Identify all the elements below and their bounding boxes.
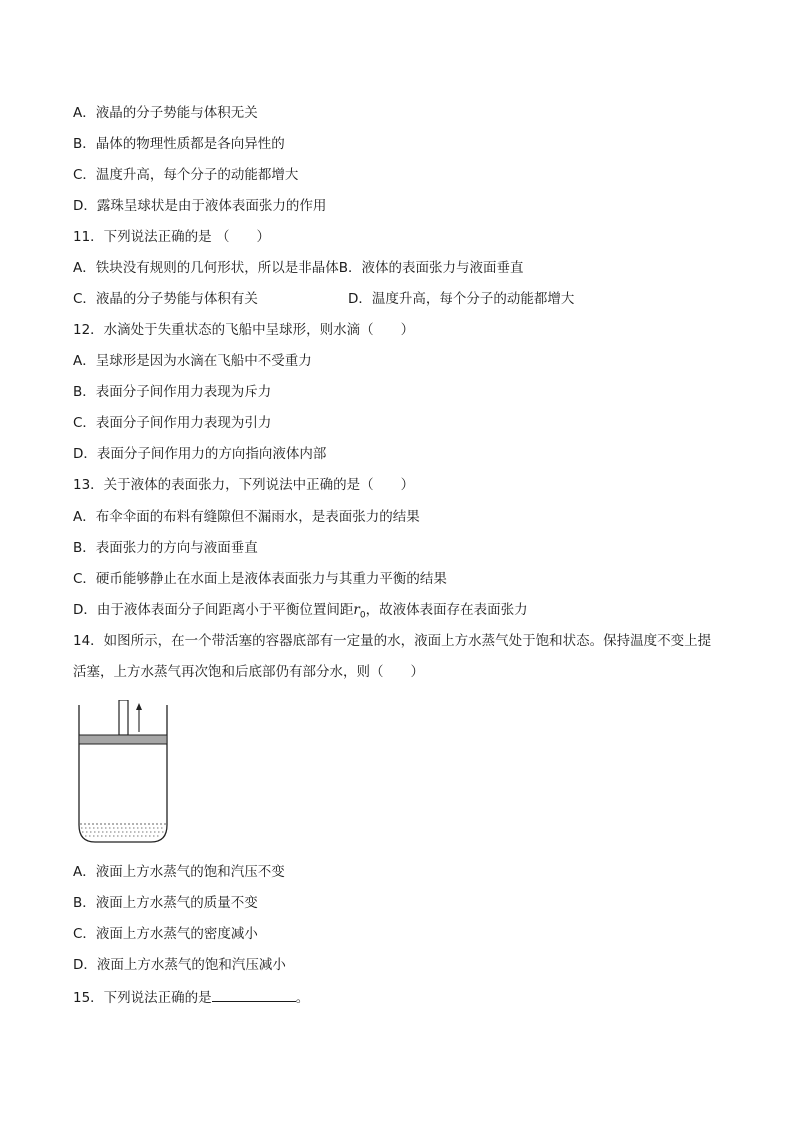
q13-option-d	[73, 601, 528, 625]
answer-blank[interactable]	[212, 987, 296, 1002]
q11-option-b: B．液体的表面张力与液面垂直	[338, 260, 524, 276]
q13-option-b: B．表面张力的方向与液面垂直	[73, 540, 258, 556]
q15-end: 。	[295, 990, 310, 1006]
q12-option-c: C．表面分子间作用力表现为引力	[73, 415, 272, 431]
q11-stem: 11．下列说法正确的是 （ ）	[73, 229, 270, 245]
q14-stem: 14．如图所示，在一个带活塞的容器底部有一定量的水，液面上方水蒸气处于饱和状态。保持温度不变上提活塞，上方水蒸气再次饱和后底部仍有部分水，则（ ）	[73, 633, 712, 680]
q11-options-row-1	[73, 259, 524, 277]
piston-rod	[119, 700, 128, 735]
q13-option-d-symbol: r	[353, 602, 360, 618]
q13-stem: 13．关于液体的表面张力，下列说法中正确的是（ ）	[73, 477, 415, 493]
q14-option-d: D．液面上方水蒸气的饱和汽压减小	[73, 957, 286, 973]
q11-options-row-2	[73, 290, 575, 308]
q10-option-a: A．液晶的分子势能与体积无关	[73, 105, 258, 121]
q12-option-d: D．表面分子间作用力的方向指向液体内部	[73, 446, 327, 462]
q13-option-d-text-before: D．由于液体表面分子间距离小于平衡位置间距	[73, 602, 354, 618]
q12-option-a: A．呈球形是因为水滴在飞船中不受重力	[73, 353, 312, 369]
q14-option-c: C．液面上方水蒸气的密度减小	[73, 926, 258, 942]
q10-option-c: C．温度升高，每个分子的动能都增大	[73, 167, 299, 183]
q11-option-c: C．液晶的分子势能与体积有关	[73, 291, 258, 307]
q13-option-c: C．硬币能够静止在水面上是液体表面张力与其重力平衡的结果	[73, 571, 447, 587]
q12-stem: 12．水滴处于失重状态的飞船中呈球形，则水滴（ ）	[73, 322, 415, 338]
q13-option-d-text-after: ，故液体表面存在表面张力	[365, 602, 528, 618]
q15-stem: 15．下列说法正确的是	[73, 990, 212, 1006]
piston-container-figure	[77, 700, 172, 845]
q13-option-d-subscript: 0	[359, 610, 366, 621]
q14-option-b: B．液面上方水蒸气的质量不变	[73, 895, 258, 911]
q14-option-a: A．液面上方水蒸气的饱和汽压不变	[73, 864, 285, 880]
q13-option-a: A．布伞伞面的布料有缝隙但不漏雨水，是表面张力的结果	[73, 509, 420, 525]
piston	[79, 735, 167, 744]
q10-option-d: D．露珠呈球状是由于液体表面张力的作用	[73, 198, 327, 214]
q10-option-b: B．晶体的物理性质都是各向异性的	[73, 136, 285, 152]
water-layer	[80, 824, 166, 836]
q11-option-d: D．温度升高，每个分子的动能都增大	[348, 291, 575, 307]
q15-line	[73, 987, 309, 1007]
q12-option-b: B．表面分子间作用力表现为斥力	[73, 384, 272, 400]
q11-option-a: A．铁块没有规则的几何形状，所以是非晶体	[73, 260, 339, 276]
